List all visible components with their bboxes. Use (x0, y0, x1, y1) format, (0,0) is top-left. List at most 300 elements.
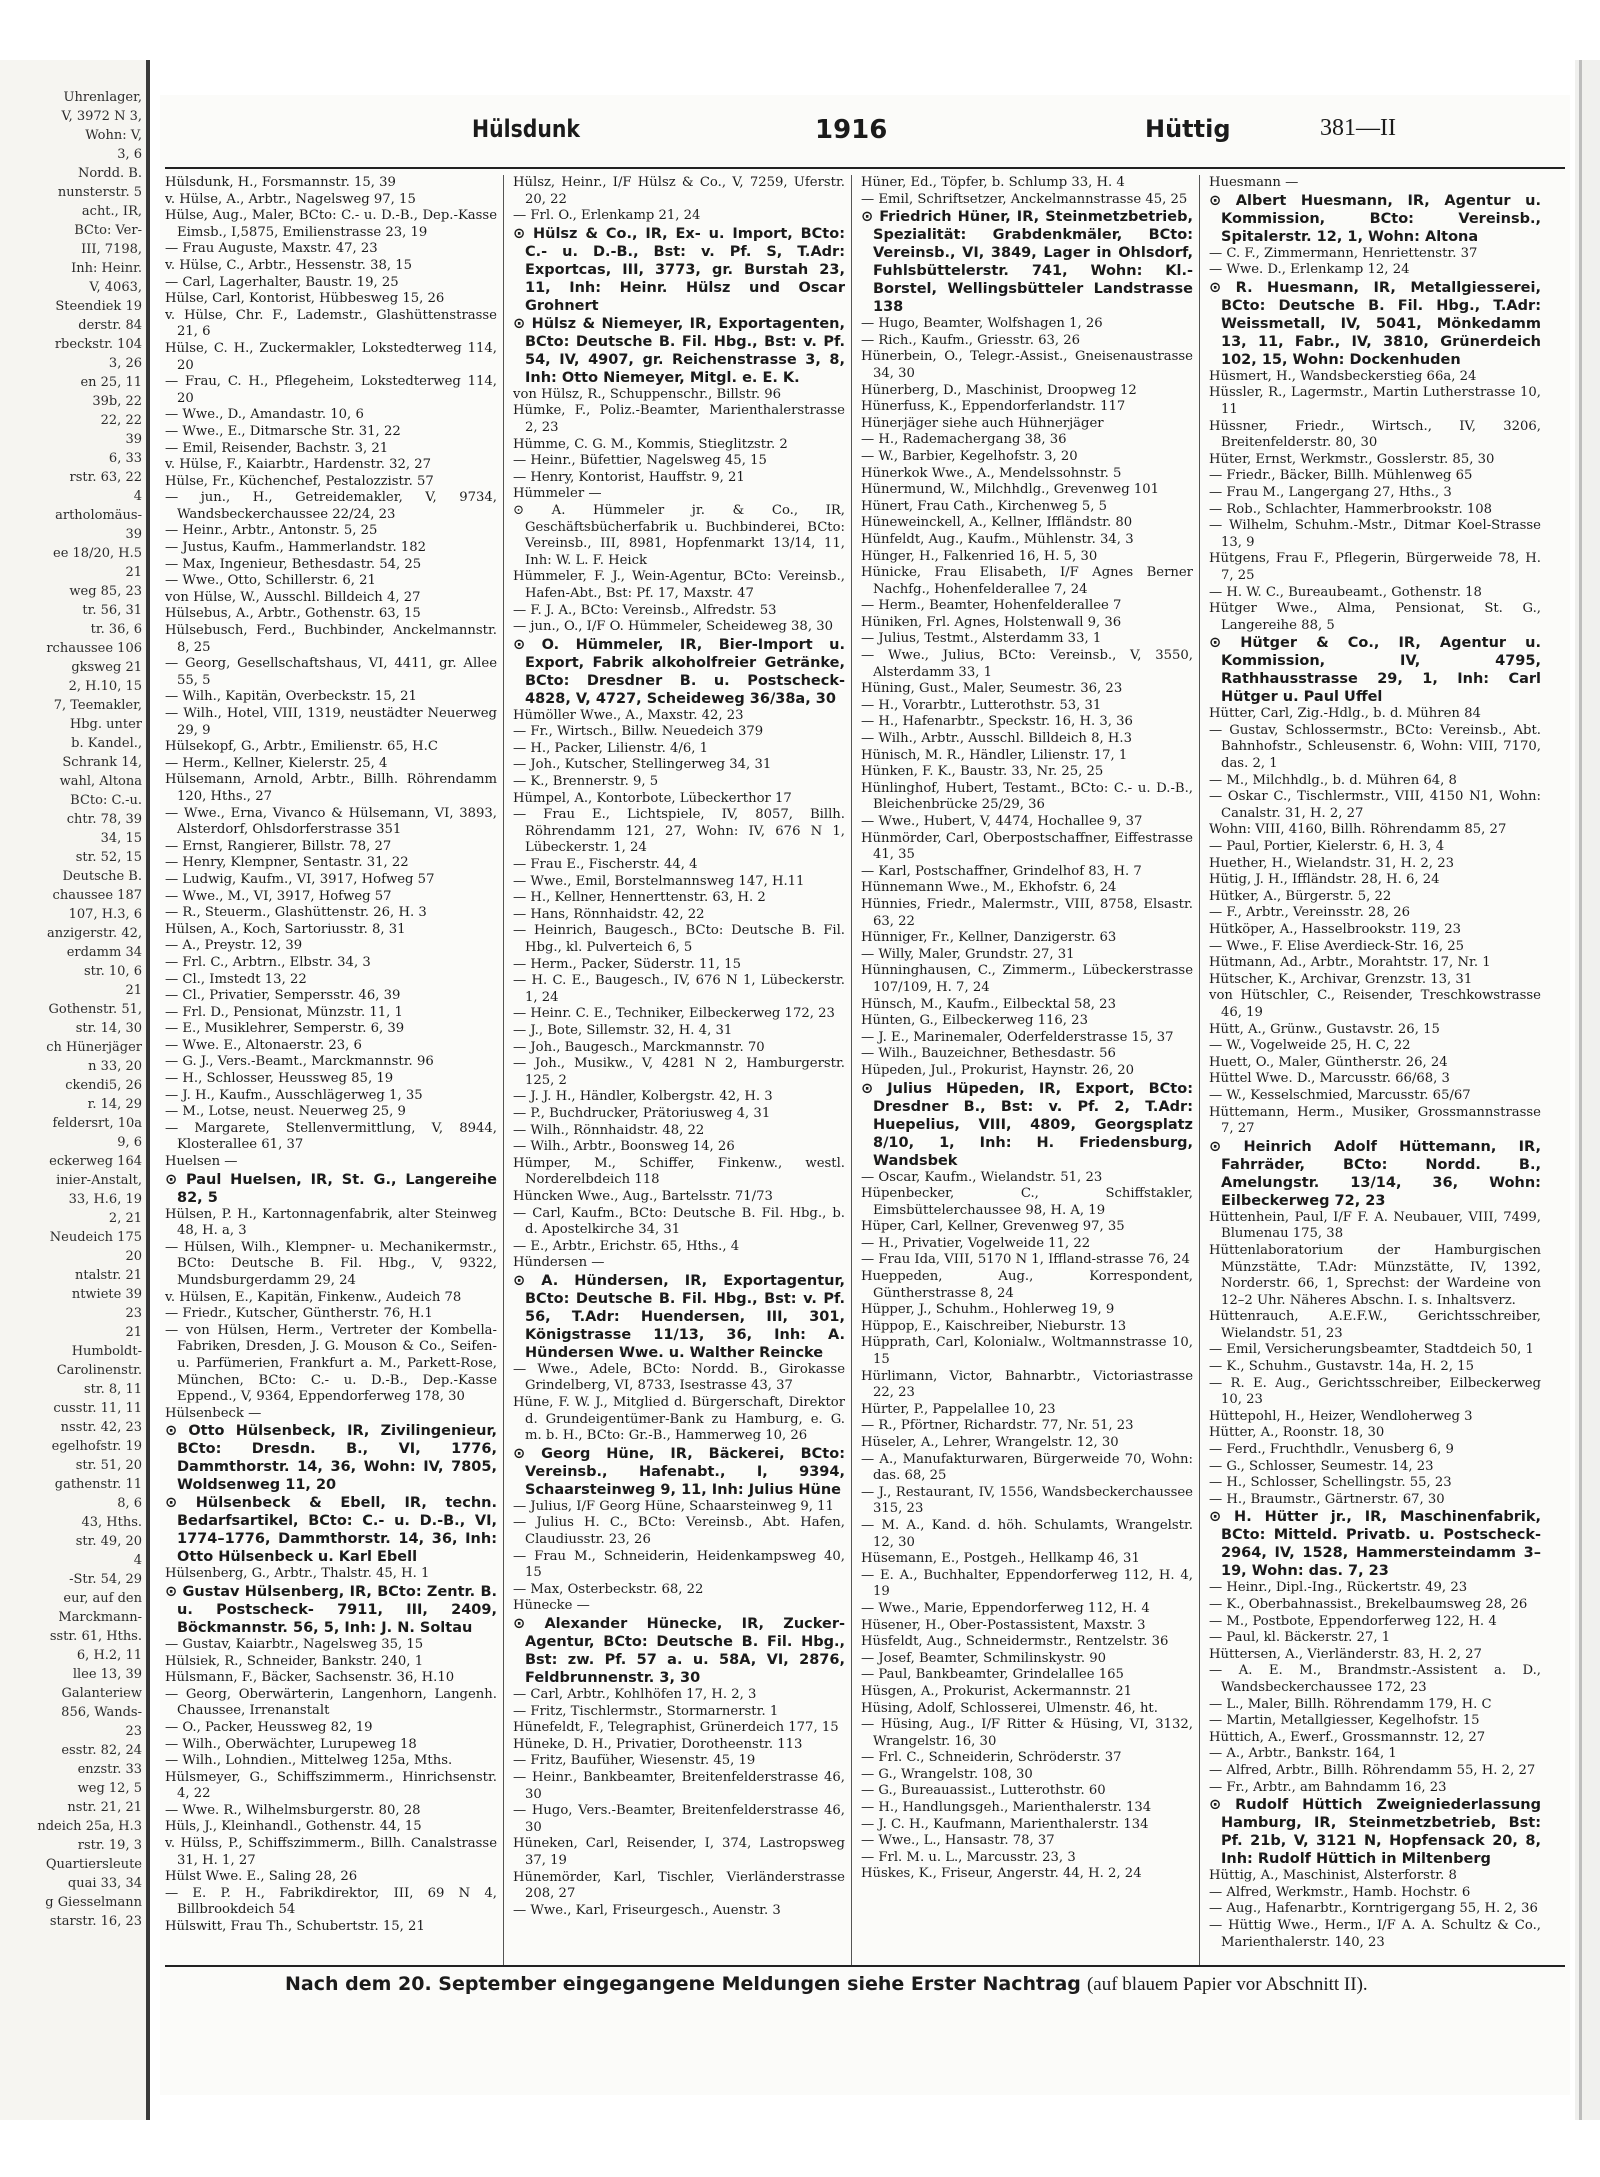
directory-entry: — Fritz, Tischlermstr., Stormarnerstr. 1 (513, 1703, 779, 1719)
directory-entry: — Carl, Lagerhalter, Baustr. 19, 25 (165, 274, 399, 290)
previous-page-line: Nordd. B. (77, 166, 142, 181)
directory-entry: von Hülse, W., Ausschl. Billdeich 4, 27 (165, 589, 421, 605)
directory-entry: Hünermund, W., Milchhdlg., Grevenweg 101 (861, 482, 1160, 498)
directory-entry: — J. J. H., Händler, Kolbergstr. 42, H. 3 (513, 1089, 773, 1105)
directory-entry: — Frau M., Langergang 27, Hths., 3 (1209, 484, 1452, 500)
directory-entry: Hülst Wwe. E., Saling 28, 26 (165, 1869, 358, 1885)
directory-entry: — Friedr., Bäcker, Billh. Mühlenweg 65 (1209, 468, 1473, 484)
directory-entry: — Wwe., Marie, Eppendorferweg 112, H. 4 (861, 1600, 1150, 1616)
page-number: 381—II (1320, 115, 1396, 141)
directory-entry: Hüncken Wwe., Aug., Bartelsstr. 71/73 (513, 1188, 773, 1204)
directory-entry: — Wilh., Oberwächter, Lurupeweg 18 (165, 1736, 417, 1752)
directory-entry: Hülse, Aug., Maler, BCto: C.- u. D.-B., Dep.-Kasse Eimsb., I,5875, Emilienstrasse 23, 19 (165, 208, 497, 240)
previous-page-line: 107, H.3, 6 (68, 907, 142, 922)
directory-entry: — H., Kellner, Hennerttenstr. 63, H. 2 (513, 890, 766, 906)
directory-entry: Hüttenrauch, A.E.F.W., Gerichtsschreiber, Wielandstr. 51, 23 (1209, 1309, 1541, 1341)
directory-entry: — Paul, kl. Bäckerstr. 27, 1 (1209, 1630, 1391, 1646)
previous-page-line: 39b, 22 (92, 394, 142, 409)
directory-entry: ⊙ Rudolf Hüttich Zweigniederlassung Hamburg, IR, Steinmetzbetrieb, Bst: Pf. 21b, V, 3121 N, Hopfensack 20, 8, Inh: Rudolf Hüttich in Miltenberg (1209, 1797, 1541, 1868)
directory-entry: Hüssler, R., Lagermstr., Martin Lutherstrasse 10, 11 (1209, 385, 1541, 417)
directory-entry: — Frau Auguste, Maxstr. 47, 23 (165, 241, 378, 257)
previous-page-line: acht., IR, (81, 204, 142, 219)
directory-entry: Wohn: VIII, 4160, Billh. Röhrendamm 85, 27 (1209, 822, 1507, 838)
directory-entry: — G. J., Vers.-Beamt., Marckmannstr. 96 (165, 1054, 434, 1070)
previous-page-line: str. 52, 15 (75, 850, 142, 865)
directory-entry: Hünemörder, Karl, Tischler, Vierländerstrasse 208, 27 (513, 1869, 845, 1902)
directory-entry: ⊙ Otto Hülsenbeck, IR, Zivilingenieur, BCto: Dresdn. B., VI, 1776, Dammthorstr. 14, 36, Wohn: IV, 7805, Woldsenweg 11, 20 (165, 1423, 497, 1494)
directory-entry: — Wwe., Emil, Borstelmannsweg 147, H.11 (513, 873, 805, 889)
page-edge (1575, 60, 1600, 2120)
directory-entry: — Ernst, Rangierer, Billstr. 78, 27 (165, 838, 392, 854)
header-first-entry: Hülsdunk (472, 115, 580, 143)
directory-entry: Hüsemann, E., Postgeh., Hellkamp 46, 31 (861, 1551, 1140, 1567)
directory-entry: — Julius H. C., BCto: Vereinsb., Abt. Hafen, Claudiusstr. 23, 26 (513, 1515, 845, 1548)
directory-entry: — R., Steuerm., Glashüttenstr. 26, H. 3 (165, 905, 427, 921)
previous-page-line: 39 (125, 527, 142, 542)
column-divider (1199, 175, 1200, 1965)
directory-entry: Hüskes, K., Friseur, Angerstr. 44, H. 2, 24 (861, 1866, 1142, 1882)
column-divider (851, 175, 852, 1965)
directory-column-3 (861, 175, 1193, 1965)
directory-entry: Hünecke — (513, 1598, 590, 1614)
previous-page-line: 20 (125, 1249, 142, 1264)
previous-page-line: Inh: Heinr. (71, 261, 142, 276)
directory-entry: Hümpel, A., Kontorbote, Lübeckerthor 17 (513, 790, 792, 806)
directory-entry: — Julius, I/F Georg Hüne, Schaarsteinweg 9, 11 (513, 1498, 834, 1514)
directory-entry: — F. J. A., BCto: Vereinsb., Alfredstr. 53 (513, 602, 777, 618)
previous-page-line: 23 (125, 1306, 142, 1321)
directory-entry: — E. A., Buchhalter, Eppendorferweg 112, H. 4, 19 (861, 1567, 1193, 1600)
directory-entry: — Oskar C., Tischlermstr., VIII, 4150 N1, Wohn: Canalstr. 31, H. 2, 27 (1209, 789, 1541, 821)
previous-page-line: chaussee 187 (52, 888, 142, 903)
directory-entry: v. Hülss, P., Schiffszimmerm., Billh. Canalstrasse 31, H. 1, 27 (165, 1836, 497, 1868)
directory-entry: Hündersen — (513, 1255, 605, 1271)
previous-page-line: quai 33, 34 (67, 1876, 142, 1891)
directory-entry: Hüneweinckell, A., Kellner, Iffländstr. 80 (861, 515, 1133, 531)
directory-entry: — Rich., Kaufm., Griesstr. 63, 26 (861, 332, 1081, 348)
directory-entry: — F., Arbtr., Vereinsstr. 28, 26 (1209, 905, 1411, 921)
directory-entry: — Wwe., Adele, BCto: Nordd. B., Girokasse Grindelberg, VI, 8733, Isestrasse 43, 37 (513, 1361, 845, 1394)
previous-page-line: 8, 6 (117, 1496, 142, 1511)
directory-entry: — Frl. O., Erlenkamp 21, 24 (513, 208, 701, 224)
previous-page-line: ckendi5, 26 (65, 1078, 142, 1093)
directory-entry: — Emil, Versicherungsbeamter, Stadtdeich 50, 1 (1209, 1342, 1534, 1358)
previous-page-line: anzigerstr. 42, (47, 926, 142, 941)
directory-entry: — Friedr., Kutscher, Güntherstr. 76, H.1 (165, 1306, 433, 1322)
directory-entry: Hütscher, K., Archivar, Grenzstr. 13, 31 (1209, 971, 1473, 987)
directory-entry: — Hüsing, Aug., I/F Ritter & Hüsing, VI, 3132, Wrangelstr. 16, 30 (861, 1717, 1193, 1749)
directory-entry: — Wwe. R., Wilhelmsburgerstr. 80, 28 (165, 1802, 421, 1818)
directory-entry: — Wilh., Bauzeichner, Bethesdastr. 56 (861, 1046, 1116, 1062)
directory-entry: — Emil, Schriftsetzer, Anckelmannstrasse 45, 25 (861, 191, 1188, 207)
directory-entry: — H. W. C., Bureaubeamt., Gothenstr. 18 (1209, 584, 1482, 600)
directory-entry: — Wilhelm, Schuhm.-Mstr., Ditmar Koel-Strasse 13, 9 (1209, 518, 1541, 550)
directory-entry: Hüneken, Carl, Reisender, I, 374, Lastropsweg 37, 19 (513, 1836, 845, 1868)
directory-entry: Hünicke, Frau Elisabeth, I/F Agnes Berner Nachfg., Hohenfelderallee 7, 24 (861, 565, 1193, 597)
directory-entry: Hüsgen, A., Prokurist, Ackermannstr. 21 (861, 1683, 1133, 1699)
directory-entry: Hütter, Carl, Zig.-Hdlg., b. d. Mühren 84 (1209, 706, 1481, 722)
directory-entry: — Ferd., Fruchthdlr., Venusberg 6, 9 (1209, 1442, 1454, 1458)
directory-entry: Hüneke, D. H., Privatier, Dorotheenstr. 113 (513, 1736, 803, 1752)
previous-page-line: Steendiek 19 (55, 299, 142, 314)
directory-entry: ⊙ Paul Huelsen, IR, St. G., Langereihe 82, 5 (165, 1171, 497, 1206)
previous-page-strip (0, 60, 150, 2120)
previous-page-line: esstr. 82, 24 (61, 1743, 142, 1758)
directory-entry: — A., Arbtr., Bankstr. 164, 1 (1209, 1746, 1397, 1762)
directory-entry: — Joh., Musikw., V, 4281 N 2, Hamburgerstr. 125, 2 (513, 1056, 845, 1088)
previous-page-line: wahl, Altona (59, 774, 142, 789)
directory-entry: — Frau Ida, VIII, 5170 N 1, Iffland-strasse 76, 24 (861, 1252, 1190, 1268)
previous-page-line: rchaussee 106 (46, 641, 142, 656)
directory-entry: — Ludwig, Kaufm., VI, 3917, Hofweg 57 (165, 871, 435, 887)
directory-entry: — Frau E., Fischerstr. 44, 4 (513, 857, 698, 873)
directory-entry: — Justus, Kaufm., Hammerlandstr. 182 (165, 540, 427, 556)
previous-page-line: BCto: C.-u. (70, 793, 142, 808)
directory-entry: Hünerjäger siehe auch Hühnerjäger (861, 415, 1104, 431)
previous-page-line: 43, Hths. (81, 1515, 142, 1530)
directory-entry: — jun., H., Getreidemakler, V, 9734, Wandsbeckerchaussee 22/24, 23 (165, 490, 497, 522)
directory-entry: ⊙ A. Hündersen, IR, Exportagentur, BCto: Deutsche B. Fil. Hbg., Bst: v. Pf. 56, T.Adr: Huendersen, III, 301, Königstrasse 11/13, 36, Inh: A. Hündersen Wwe. u. Walther Reincke (513, 1272, 845, 1361)
directory-entry: Hünerberg, D., Maschinist, Droopweg 12 (861, 382, 1137, 398)
directory-entry: Hülsmeyer, G., Schiffszimmerm., Hinrichsenstr. 4, 22 (165, 1769, 497, 1802)
directory-entry: — Frl. C., Schneiderin, Schröderstr. 37 (861, 1750, 1122, 1766)
directory-entry: Hütig, J. H., Iffländstr. 28, H. 6, 24 (1209, 872, 1440, 888)
directory-entry: Hütmann, Ad., Arbtr., Morahtstr. 17, Nr. 1 (1209, 955, 1491, 971)
directory-entry: — W., Vogelweide 25, H. C, 22 (1209, 1038, 1411, 1054)
directory-entry: Hümöller Wwe., A., Maxstr. 42, 23 (513, 707, 744, 723)
directory-entry: ⊙ A. Hümmeler jr. & Co., IR, Geschäftsbücherfabrik u. Buchbinderei, BCto: Vereinsb., III, 8981, Hopfenmarkt 13/14, 11, Inh: W. L. F. Heick (513, 502, 845, 568)
previous-page-line: 856, Wands- (61, 1705, 142, 1720)
previous-page-line: 3, 6 (117, 147, 142, 162)
directory-entry: — Wwe., L., Hansastr. 78, 37 (861, 1833, 1055, 1849)
directory-entry: — M. A., Kand. d. höh. Schulamts, Wrangelstr. 12, 30 (861, 1517, 1193, 1550)
previous-page-line: rstr. 19, 3 (77, 1838, 142, 1853)
previous-page-line: artholomäus- (55, 508, 142, 523)
header-last-entry: Hüttig (1145, 115, 1231, 143)
directory-entry: Hünert, Frau Cath., Kirchenweg 5, 5 (861, 498, 1108, 514)
previous-page-line: Gothenstr. 51, (48, 1002, 142, 1017)
directory-entry: Hüppop, E., Kaischreiber, Nieburstr. 13 (861, 1318, 1127, 1334)
directory-entry: Hüttemann, Herm., Musiker, Grossmannstrasse 7, 27 (1209, 1104, 1541, 1137)
directory-entry: Hünnemann Wwe., M., Ekhofstr. 6, 24 (861, 880, 1117, 896)
directory-entry: — Henry, Kontorist, Hauffstr. 9, 21 (513, 469, 745, 485)
directory-entry: — W., Barbier, Kegelhofstr. 3, 20 (861, 448, 1078, 464)
previous-page-line: nsstr. 42, 23 (60, 1420, 142, 1435)
previous-page-line: 4 (133, 489, 142, 504)
directory-entry: v. Hülsen, E., Kapitän, Finkenw., Audeich 78 (165, 1289, 462, 1305)
directory-entry: — Hülsen, Wilh., Klempner- u. Mechanikermstr., BCto: Deutsche B. Fil. Hbg., V, 9322, Mundsburgerdamm 29, 24 (165, 1239, 497, 1288)
directory-entry: Hülsiek, R., Schneider, Bankstr. 240, 1 (165, 1653, 424, 1669)
directory-entry: Hüne, F. W. J., Mitglied d. Bürgerschaft, Direktor d. Grundeigentümer-Bank zu Hamburg, e. G. m. b. H., BCto: Gr.-B., Hammerweg 10, 26 (513, 1395, 845, 1444)
directory-entry: — Wilh., Rönnhaidstr. 48, 22 (513, 1122, 705, 1138)
directory-entry: Hünerbein, O., Telegr.-Assist., Gneisenaustrasse 34, 30 (861, 349, 1193, 381)
directory-entry: Hülsz, Heinr., I/F Hülsz & Co., V, 7259, Uferstr. 20, 22 (513, 175, 845, 207)
directory-entry: Hünniger, Fr., Kellner, Danzigerstr. 63 (861, 930, 1117, 946)
directory-entry: Huesmann — (1209, 175, 1299, 190)
directory-entry: — Joh., Baugesch., Marckmannstr. 70 (513, 1039, 765, 1055)
footer-note-bold: Nach dem 20. September eingegangene Meldungen siehe Erster Nachtrag (285, 1973, 1081, 1995)
directory-entry: Hülse, C. H., Zuckermakler, Lokstedterweg 114, 20 (165, 340, 497, 373)
directory-entry: Huelsen — (165, 1154, 238, 1170)
previous-page-line: Quartiersleute (45, 1857, 142, 1872)
previous-page-line: Deutsche B. (62, 869, 142, 884)
previous-page-line: erdamm 34 (66, 945, 142, 960)
directory-entry: Hümmeler, F. J., Wein-Agentur, BCto: Vereinsb., Hafen-Abt., Bst: Pf. 17, Maxstr. 47 (513, 569, 845, 601)
directory-entry: — Wwe., F. Elise Averdieck-Str. 16, 25 (1209, 938, 1465, 954)
directory-entry: — Heinr., Bankbeamter, Breitenfelderstrasse 46, 30 (513, 1769, 845, 1802)
directory-entry: Hünerkok Wwe., A., Mendelssohnstr. 5 (861, 465, 1122, 481)
directory-entry: Hürter, P., Pappelallee 10, 23 (861, 1401, 1056, 1417)
previous-page-line: str. 10, 6 (83, 964, 142, 979)
directory-entry: — Carl, Kaufm., BCto: Deutsche B. Fil. Hbg., b. d. Apostelkirche 34, 31 (513, 1205, 845, 1238)
directory-entry: — E., Musiklehrer, Semperstr. 6, 39 (165, 1021, 405, 1037)
directory-entry: — J., Bote, Sillemstr. 32, H. 4, 31 (513, 1022, 733, 1038)
directory-entry: — Aug., Hafenarbtr., Korntrigergang 55, H. 2, 36 (1209, 1901, 1538, 1917)
previous-page-line: Uhrenlager, (63, 90, 142, 105)
directory-entry: Hüsing, Adolf, Schlosserei, Ulmenstr. 46, ht. (861, 1700, 1158, 1716)
directory-entry: — Willy, Maler, Grundstr. 27, 31 (861, 946, 1075, 962)
directory-entry: — H., Rademachergang 38, 36 (861, 432, 1067, 448)
directory-entry: — E., Arbtr., Erichstr. 65, Hths., 4 (513, 1238, 740, 1254)
page-header (160, 115, 1570, 151)
directory-entry: — H., Braumstr., Gärtnerstr. 67, 30 (1209, 1491, 1445, 1507)
directory-entry: Hünisch, M. R., Händler, Lilienstr. 17, 1 (861, 747, 1128, 763)
directory-entry: — Rob., Schlachter, Hammerbrookstr. 108 (1209, 501, 1493, 517)
column-divider (503, 175, 504, 1965)
directory-entry: Hümme, C. G. M., Kommis, Stieglitzstr. 2 (513, 436, 788, 452)
directory-entry: — Joh., Kutscher, Stellingerweg 34, 31 (513, 757, 772, 773)
directory-entry: ⊙ Georg Hüne, IR, Bäckerei, BCto: Vereinsb., Hafenabt., I, 9394, Schaarsteinweg 9, 11, Inh: Julius Hüne (513, 1445, 845, 1498)
directory-entry: Hülsen, P. H., Kartonnagenfabrik, alter Steinweg 48, H. a, 3 (165, 1206, 497, 1239)
previous-page-line: BCto: Ver- (74, 223, 142, 238)
directory-page (160, 95, 1570, 2095)
previous-page-line: chtr. 78, 39 (66, 812, 142, 827)
directory-entry: — Georg, Oberwärterin, Langenhorn, Langenh. Chaussee, Irrenanstalt (165, 1686, 497, 1719)
directory-entry: — H., Schlosser, Schellingstr. 55, 23 (1209, 1475, 1452, 1491)
previous-page-line: 2, 21 (108, 1211, 142, 1226)
previous-page-line: -Str. 54, 29 (69, 1572, 142, 1587)
directory-entry: — Wilh., Kapitän, Overbeckstr. 15, 21 (165, 689, 417, 705)
directory-entry: — Wilh., Hotel, VIII, 1319, neustädter Neuerweg 29, 9 (165, 706, 497, 738)
previous-page-line: g Giesselmann (45, 1895, 142, 1910)
directory-entry: Hünmörder, Carl, Oberpostschaffner, Eiffestrasse 41, 35 (861, 830, 1193, 863)
directory-entry: Hülsmann, F., Bäcker, Sachsenstr. 36, H.10 (165, 1670, 455, 1686)
directory-entry: — Hüttig Wwe., Herm., I/F A. A. Schultz & Co., Marienthalerstr. 140, 23 (1209, 1917, 1541, 1950)
directory-entry: Hülsen, A., Koch, Sartoriusstr. 8, 31 (165, 921, 406, 937)
directory-entry: Hüpeden, Jul., Prokurist, Haynstr. 26, 20 (861, 1062, 1135, 1078)
directory-entry: Hütt, A., Grünw., Gustavstr. 26, 15 (1209, 1021, 1440, 1037)
previous-page-line: ndeich 25a, H.3 (37, 1819, 142, 1834)
previous-page-line: r. 14, 29 (87, 1097, 142, 1112)
directory-entry: — K., Schuhm., Gustavstr. 14a, H. 2, 15 (1209, 1359, 1474, 1375)
directory-entry: Hünefeldt, F., Telegraphist, Grünerdeich 177, 15 (513, 1720, 839, 1736)
directory-entry: — Wwe., Erna, Vivanco & Hülsemann, VI, 3893, Alsterdorf, Ohlsdorferstrasse 351 (165, 805, 497, 838)
directory-entry: Hüttenlaboratorium der Hamburgischen Münzstätte, T.Adr: Münzstätte, IV, 1392, Norderstr. 66, 1, Sprechst: der Wardeine von 12–2 Uhr. Näheres Abschn. I. s. Inhaltsverz. (1209, 1242, 1541, 1308)
page-edge-line (1579, 60, 1582, 2120)
previous-page-line: 21 (125, 983, 142, 998)
page-gutter-shadow (146, 60, 150, 2120)
directory-entry: von Hütschler, C., Reisender, Treschkowstrasse 46, 19 (1209, 988, 1541, 1020)
previous-page-line: 34, 15 (100, 831, 142, 846)
directory-entry: Hüning, Gust., Maler, Seumestr. 36, 23 (861, 681, 1123, 697)
directory-entry: Hüsener, H., Ober-Postassistent, Maxstr. 3 (861, 1617, 1146, 1633)
previous-page-line: Wohn: V, (85, 128, 142, 143)
previous-page-line: 7, Teemakler, (53, 698, 142, 713)
directory-entry: Hümmeler — (513, 486, 602, 502)
directory-entry: — Cl., Imstedt 13, 22 (165, 971, 307, 987)
previous-page-line: str. 49, 20 (75, 1534, 142, 1549)
directory-entry: — Herm., Kellner, Kielerstr. 25, 4 (165, 755, 388, 771)
directory-entry: — R., Pförtner, Richardstr. 77, Nr. 51, 23 (861, 1418, 1134, 1434)
directory-entry: Hüttersen, A., Vierländerstr. 83, H. 2, 27 (1209, 1646, 1482, 1662)
directory-entry: ⊙ Hülsz & Niemeyer, IR, Exportagenten, BCto: Deutsche B. Fil. Hbg., Bst: v. Pf. 54, IV, 4907, gr. Reichenstrasse 3, 8, Inh: Otto Niemeyer, Mitgl. e. E. K. (513, 315, 845, 386)
directory-entry: — E. P. H., Fabrikdirektor, III, 69 N 4, Billbrookdeich 54 (165, 1885, 497, 1918)
directory-entry: Hüseler, A., Lehrer, Wrangelstr. 12, 30 (861, 1435, 1119, 1450)
directory-entry: Hünsch, M., Kaufm., Eilbecktal 58, 23 (861, 996, 1116, 1012)
directory-entry: — Karl, Postschaffner, Grindelhof 83, H. 7 (861, 863, 1142, 879)
previous-page-line: Marckmann- (58, 1610, 142, 1625)
directory-entry: ⊙ Friedrich Hüner, IR, Steinmetzbetrieb, Spezialität: Grabdenkmäler, BCto: Vereinsb., VI, 3849, Lager in Ohlsdorf, Fuhlsbüttelerstr. 741, Wohn: Kl.-Borstel, Wellingsbütteler Landstrasse 138 (861, 209, 1193, 316)
footer-rule (165, 1965, 1565, 1967)
directory-entry: — P., Buchdrucker, Prätoriusweg 4, 31 (513, 1105, 771, 1121)
directory-entry: — Wilh., Lohndien., Mittelweg 125a, Mths. (165, 1753, 453, 1769)
directory-entry: Hüttenhein, Paul, I/F F. A. Neubauer, VIII, 7499, Blumenau 175, 38 (1209, 1209, 1541, 1242)
previous-page-line: str. 8, 11 (83, 1382, 142, 1397)
directory-entry: ⊙ Hülsenbeck & Ebell, IR, techn. Bedarfsartikel, BCto: C.- u. D.-B., VI, 1774–1776, Dammthorstr. 14, 36, Inh: Otto Hülsenbeck u. Karl Ebell (165, 1495, 497, 1566)
directory-entry: Hüsmert, H., Wandsbeckerstieg 66a, 24 (1209, 368, 1477, 384)
directory-entry: Hülse, Fr., Küchenchef, Pestalozzistr. 57 (165, 473, 434, 489)
previous-page-line: weg 12, 5 (77, 1781, 142, 1796)
directory-entry: Hütgens, Frau F., Pflegerin, Bürgerweide 78, H. 7, 25 (1209, 551, 1541, 583)
directory-entry: — Paul, Portier, Kielerstr. 6, H. 3, 4 (1209, 839, 1445, 855)
previous-page-line: str. 51, 20 (75, 1458, 142, 1473)
directory-entry: Hünerfuss, K., Eppendorferlandstr. 117 (861, 399, 1126, 415)
previous-page-line: inier-Anstalt, (56, 1173, 142, 1188)
directory-entry: — Wwe., Julius, BCto: Vereinsb., V, 3550, Alsterdamm 33, 1 (861, 648, 1193, 680)
directory-entry: — Herm., Packer, Süderstr. 11, 15 (513, 956, 741, 972)
directory-entry: — Cl., Privatier, Sempersstr. 46, 39 (165, 988, 401, 1004)
previous-page-line: 6, 33 (108, 451, 142, 466)
directory-entry: Hüniken, Frl. Agnes, Holstenwall 9, 36 (861, 614, 1122, 630)
directory-entry: Hüner, Ed., Töpfer, b. Schlump 33, H. 4 (861, 175, 1125, 190)
directory-entry: — M., Milchhdlg., b. d. Mühren 64, 8 (1209, 772, 1457, 788)
previous-page-line: starstr. 16, 23 (49, 1914, 142, 1929)
directory-entry: — Wilh., Arbtr., Ausschl. Billdeich 8, H.3 (861, 731, 1132, 747)
previous-page-line: 39 (125, 432, 142, 447)
directory-entry: ⊙ Hülsz & Co., IR, Ex- u. Import, BCto: C.- u. D.-B., Bst: v. Pf. S, T.Adr: Exportcas, III, 3773, gr. Burstah 23, 11, Inh: Heinr. Hülsz und Oscar Grohnert (513, 225, 845, 314)
directory-entry: v. Hülse, A., Arbtr., Nagelsweg 97, 15 (165, 191, 416, 207)
directory-entry: Hülsemann, Arnold, Arbtr., Billh. Röhrendamm 120, Hths., 27 (165, 772, 497, 804)
previous-page-line: eckerweg 164 (49, 1154, 142, 1169)
directory-entry: — A., Preystr. 12, 39 (165, 938, 303, 954)
previous-page-line: sstr. 61, Hths. (49, 1629, 142, 1644)
directory-entry: ⊙ Hütger & Co., IR, Agentur u. Kommission, IV, 4795, Rathhausstrasse 29, 1, Inh: Carl Hütger u. Paul Uffel (1209, 635, 1541, 706)
directory-entry: — Alfred, Werkmstr., Hamb. Hochstr. 6 (1209, 1884, 1471, 1900)
directory-entry: — Paul, Bankbeamter, Grindelallee 165 (861, 1667, 1124, 1683)
previous-page-line: gksweg 21 (71, 660, 142, 675)
directory-entry: — J. C. H., Kaufmann, Marienthalerstr. 134 (861, 1816, 1149, 1832)
directory-entry: — Max, Osterbeckstr. 68, 22 (513, 1581, 704, 1597)
previous-page-line: 33, H.6, 19 (68, 1192, 142, 1207)
directory-entry: — jun., O., I/F O. Hümmeler, Scheideweg 38, 30 (513, 619, 833, 635)
previous-page-line: tr. 36, 6 (90, 622, 142, 637)
directory-entry: — J., Restaurant, IV, 1556, Wandsbeckerchaussee 315, 23 (861, 1484, 1193, 1517)
directory-entry: Hüsfeldt, Aug., Schneidermstr., Rentzelstr. 36 (861, 1634, 1169, 1650)
directory-entry: Hülsdunk, H., Forsmannstr. 15, 39 (165, 175, 396, 190)
previous-page-line: Humboldt- (71, 1344, 142, 1359)
directory-entry: — Gustav, Schlossermstr., BCto: Vereinsb., Abt. Bahnhofstr., Schleusenstr. 6, Wohn: VIII, 7170, das. 2, 1 (1209, 722, 1541, 772)
directory-entry: — Herm., Beamter, Hohenfelderallee 7 (861, 598, 1122, 614)
previous-page-line: weg 85, 23 (69, 584, 142, 599)
previous-page-line: 6, H.2, 11 (76, 1648, 142, 1663)
directory-entry: Hünger, H., Falkenried 16, H. 5, 30 (861, 548, 1098, 564)
directory-column-4 (1209, 175, 1541, 1965)
directory-entry: Hüttich, A., Ewerf., Grossmannstr. 12, 27 (1209, 1729, 1486, 1745)
directory-entry: — Gustav, Kaiarbtr., Nagelsweg 35, 15 (165, 1636, 424, 1652)
directory-entry: — Wilh., Arbtr., Boonsweg 14, 26 (513, 1139, 735, 1155)
directory-entry: Hülsebusch, Ferd., Buchbinder, Anckelmannstr. 8, 25 (165, 623, 497, 655)
previous-page-line: enzstr. 33 (77, 1762, 142, 1777)
directory-entry: — J. H., Kaufm., Ausschlägerweg 1, 35 (165, 1087, 423, 1103)
directory-entry: — Heinr., Dipl.-Ing., Rückertstr. 49, 23 (1209, 1580, 1468, 1596)
directory-entry: — Frl. D., Pensionat, Münzstr. 11, 1 (165, 1004, 403, 1020)
directory-entry: — Wwe., E., Ditmarsche Str. 31, 22 (165, 423, 401, 439)
directory-entry: — Carl, Arbtr., Kohlhöfen 17, H. 2, 3 (513, 1687, 757, 1702)
directory-entry: Huett, O., Maler, Güntherstr. 26, 24 (1209, 1054, 1448, 1070)
previous-page-line: b. Kandel., (71, 736, 142, 751)
previous-page-line: 21 (125, 1325, 142, 1340)
directory-entry: Hüpper, J., Schuhm., Hohlerweg 19, 9 (861, 1302, 1115, 1318)
previous-page-line: ee 18/20, H.5 (53, 546, 142, 561)
directory-entry: — H., Packer, Lilienstr. 4/6, 1 (513, 740, 709, 756)
previous-page-line: Carolinenstr. (56, 1363, 142, 1378)
directory-entry: — M., Lotse, neust. Neuerweg 25, 9 (165, 1104, 406, 1120)
previous-page-line: Hbg. unter (69, 717, 142, 732)
previous-page-line: ntalstr. 21 (75, 1268, 142, 1283)
directory-entry: — R. E. Aug., Gerichtsschreiber, Eilbeckerweg 10, 23 (1209, 1375, 1541, 1408)
directory-entry: Hüpprath, Carl, Kolonialw., Woltmannstrasse 10, 15 (861, 1335, 1193, 1368)
directory-entry: — G., Schlosser, Seumestr. 14, 23 (1209, 1458, 1434, 1474)
previous-page-line: 3, 26 (108, 356, 142, 371)
directory-entry: Hüls, J., Kleinhandl., Gothenstr. 44, 15 (165, 1819, 422, 1835)
previous-page-line: 9, 6 (117, 1135, 142, 1150)
directory-entry: Hümke, F., Poliz.-Beamter, Marienthalerstrasse 2, 23 (513, 403, 845, 435)
directory-entry: Hüttel Wwe. D., Marcusstr. 66/68, 3 (1209, 1071, 1450, 1087)
previous-page-line: 21 (125, 565, 142, 580)
directory-entry: — M., Postbote, Eppendorferweg 122, H. 4 (1209, 1613, 1497, 1629)
previous-page-line: Schrank 14, (62, 755, 142, 770)
directory-entry: — Oscar, Kaufm., Wielandstr. 51, 23 (861, 1169, 1103, 1185)
previous-page-line: V, 3972 N 3, (61, 109, 142, 124)
directory-entry: Hünninghausen, C., Zimmerm., Lübeckerstrasse 107/109, H. 7, 24 (861, 963, 1193, 995)
directory-column-2 (513, 175, 845, 1965)
directory-entry: Hülsebus, A., Arbtr., Gothenstr. 63, 15 (165, 606, 421, 622)
directory-entry: — Julius, Testmt., Alsterdamm 33, 1 (861, 631, 1102, 647)
directory-entry: Hütköper, A., Hasselbrookstr. 119, 23 (1209, 922, 1461, 937)
directory-entry: Hütker, A., Bürgerstr. 5, 22 (1209, 888, 1392, 904)
footer-note (285, 1973, 1368, 1996)
directory-entry: — C. F., Zimmermann, Henriettenstr. 37 (1209, 245, 1478, 261)
header-rule (165, 167, 1565, 169)
directory-entry: — H., Handlungsgeh., Marienthalerstr. 134 (861, 1800, 1152, 1816)
directory-entry: — Hugo, Beamter, Wolfshagen 1, 26 (861, 316, 1103, 332)
directory-column-1 (165, 175, 497, 1965)
directory-entry: — A. E. M., Brandmstr.-Assistent a. D., Wandsbeckerchaussee 172, 23 (1209, 1663, 1541, 1695)
directory-entry: — Martin, Metallgiesser, Kegelhofstr. 15 (1209, 1713, 1480, 1729)
directory-entry: — Fr., Arbtr., am Bahndamm 16, 23 (1209, 1779, 1447, 1795)
directory-entry: — Frau M., Schneiderin, Heidenkampsweg 40, 15 (513, 1548, 845, 1581)
directory-entry: Hüter, Ernst, Werkmstr., Gosslerstr. 85, 30 (1209, 451, 1495, 467)
